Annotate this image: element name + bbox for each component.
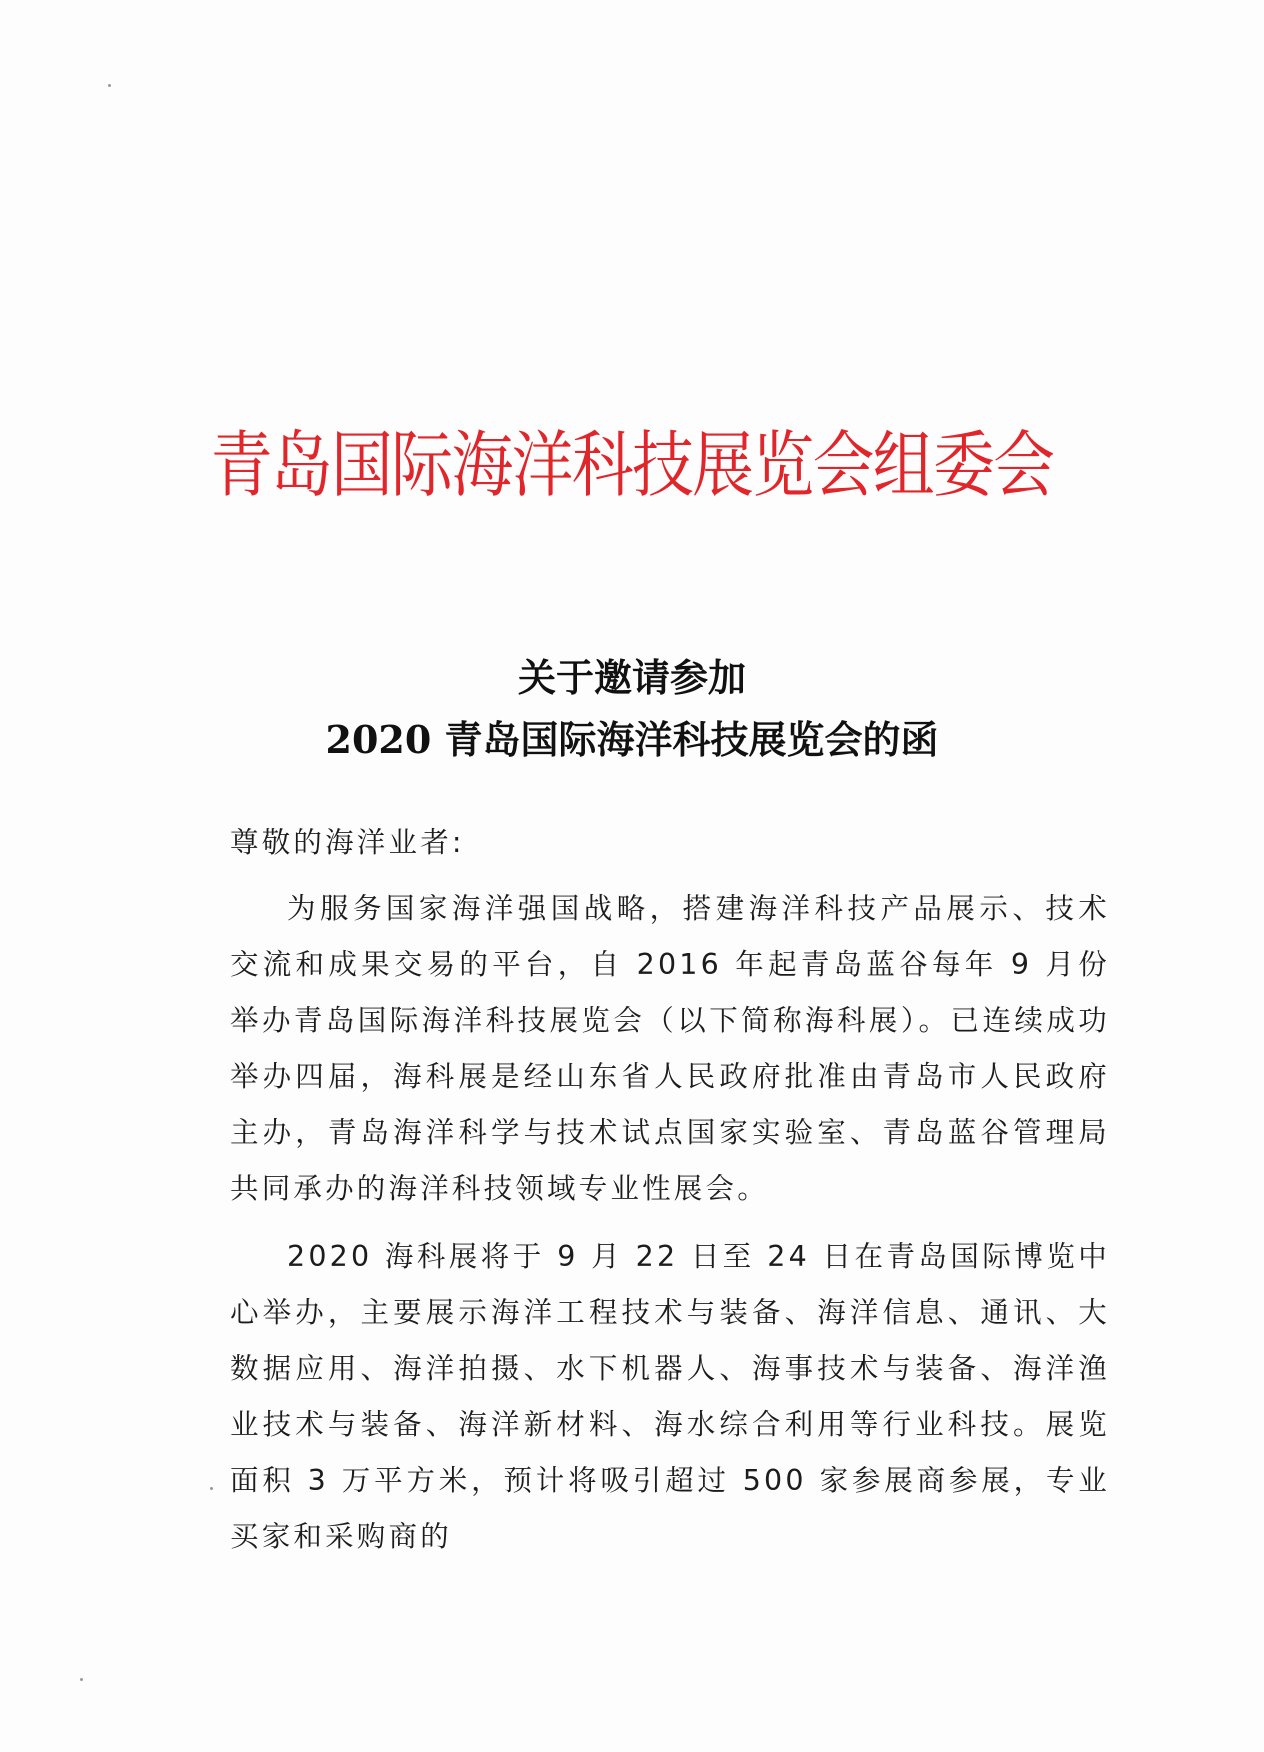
scan-speck	[108, 84, 111, 87]
scan-speck	[210, 1487, 213, 1490]
organization-header: 青岛国际海洋科技展览会组委会	[210, 423, 1054, 507]
title-line-2: 2020 青岛国际海洋科技展览会的函	[325, 717, 939, 762]
paragraph-1: 为服务国家海洋强国战略，搭建海洋科技产品展示、技术交流和成果交易的平台，自 2016 年起青岛蓝谷每年 9 月份举办青岛国际海洋科技展览会（以下简称海科展）。已连续成功举办四届，海科展是经山东省人民政府批准由青岛市人民政府主办，青岛海洋科学与技术试点国家实验室、青岛蓝谷管理局共同承办的海洋科技领域专业性展会。	[230, 892, 1110, 1205]
scan-speck	[80, 1678, 83, 1681]
letter-body	[230, 815, 1110, 1565]
letter-title	[0, 648, 1264, 770]
salutation: 尊敬的海洋业者:	[230, 826, 465, 859]
title-line-1: 关于邀请参加	[517, 655, 746, 700]
paragraph-2: 2020 海科展将于 9 月 22 日至 24 日在青岛国际博览中心举办，主要展示海洋工程技术与装备、海洋信息、通讯、大数据应用、海洋拍摄、水下机器人、海事技术与装备、海洋渔业技术与装备、海洋新材料、海水综合利用等行业科技。展览面积 3 万平方米，预计将吸引超过 500 家参展商参展，专业买家和采购商的	[230, 1240, 1110, 1553]
